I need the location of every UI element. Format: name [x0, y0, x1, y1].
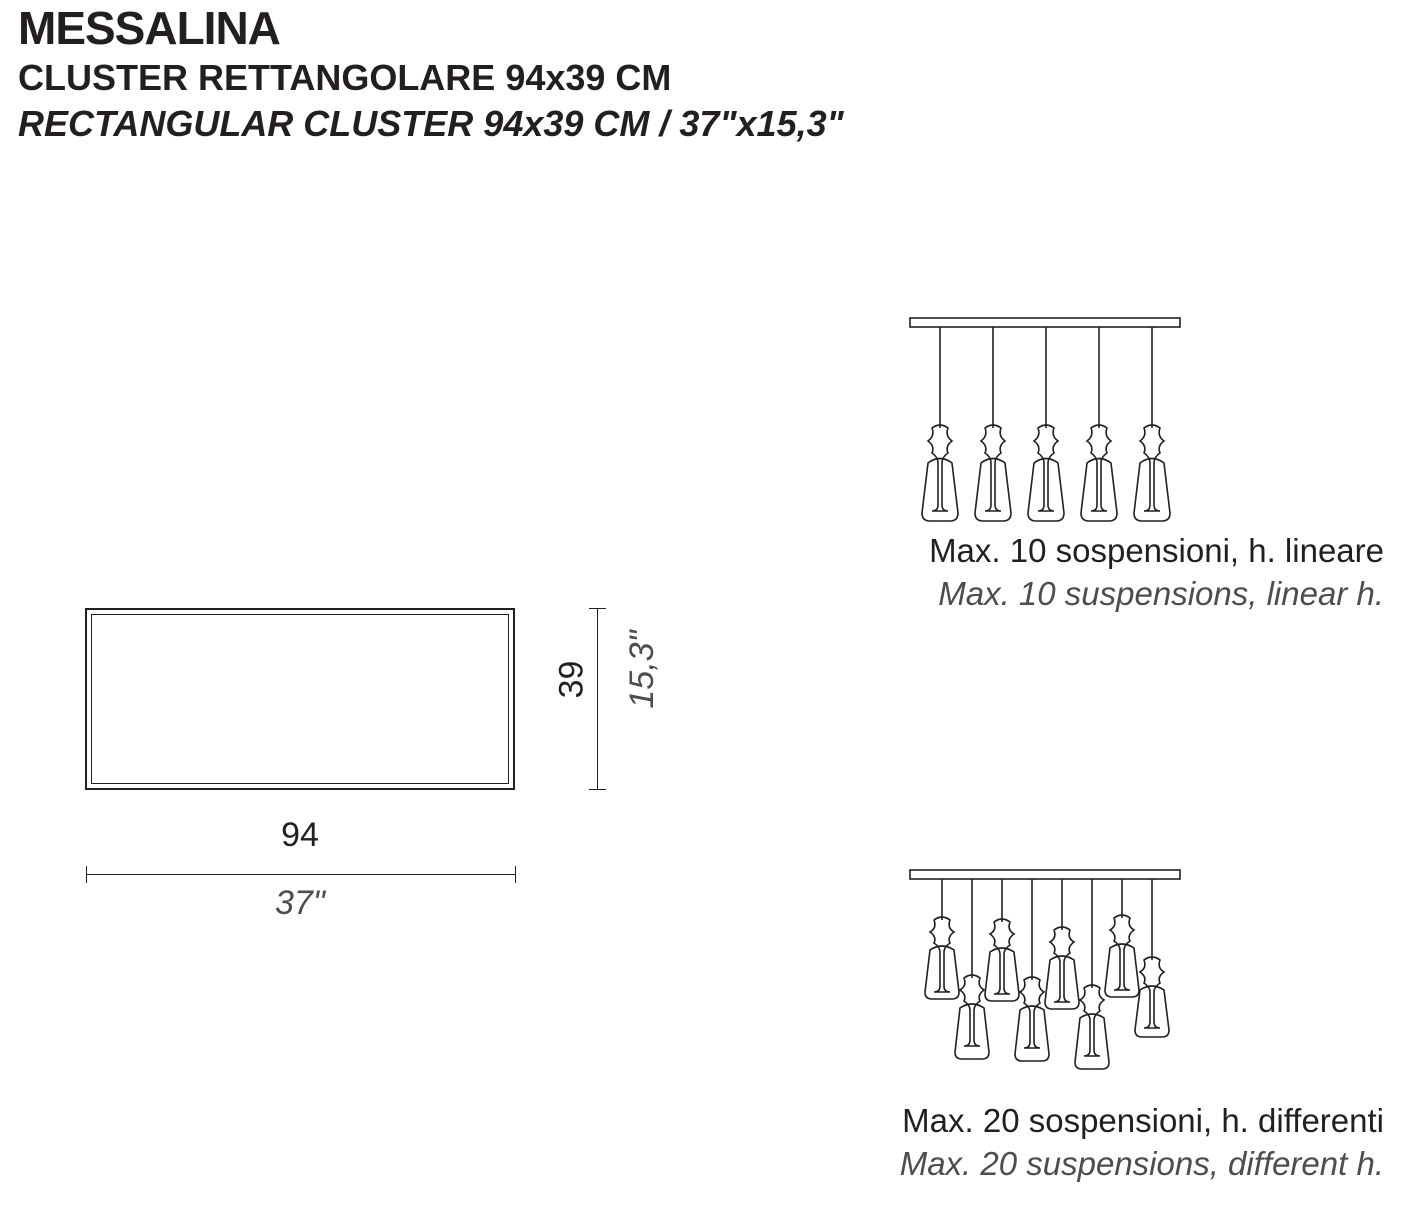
- cluster-linear-caption-english: Max. 10 suspensions, linear h.: [938, 574, 1384, 612]
- subtitle-italian: CLUSTER RETTANGOLARE 94x39 CM: [18, 57, 672, 99]
- cluster-staggered-caption-english: Max. 20 suspensions, different h.: [899, 1144, 1384, 1182]
- cluster-linear-caption-italian: Max. 10 sospensioni, h. lineare: [929, 532, 1384, 569]
- plan-rectangle-inner: [91, 614, 509, 784]
- width-label-cm: 94: [281, 816, 319, 854]
- cluster-staggered-caption-italian: Max. 20 sospensioni, h. differenti: [902, 1102, 1384, 1139]
- cluster-staggered-caption: [770, 1100, 1390, 1186]
- page-title: MESSALINA: [18, 2, 280, 54]
- vertical-dimension-line: [597, 608, 598, 790]
- horizontal-dimension-cap-right: [515, 866, 516, 883]
- subtitle-english: RECTANGULAR CLUSTER 94x39 CM / 37"x15,3": [18, 102, 844, 144]
- horizontal-dimension-line: [86, 874, 516, 875]
- vertical-dimension-cap-bottom: [589, 789, 606, 790]
- cluster-linear-caption: [770, 530, 1390, 616]
- cluster-staggered-illustration: [770, 860, 1390, 1186]
- page-header: [18, 4, 1218, 143]
- width-label-inches: 37": [275, 884, 325, 922]
- cluster-linear-illustration: [770, 300, 1390, 616]
- height-label-inches: 15,3": [623, 630, 661, 709]
- height-label-cm: 39: [552, 660, 591, 699]
- cluster-linear-svg: [880, 300, 1280, 530]
- plan-drawing: [80, 600, 720, 940]
- cluster-staggered-svg: [880, 860, 1280, 1100]
